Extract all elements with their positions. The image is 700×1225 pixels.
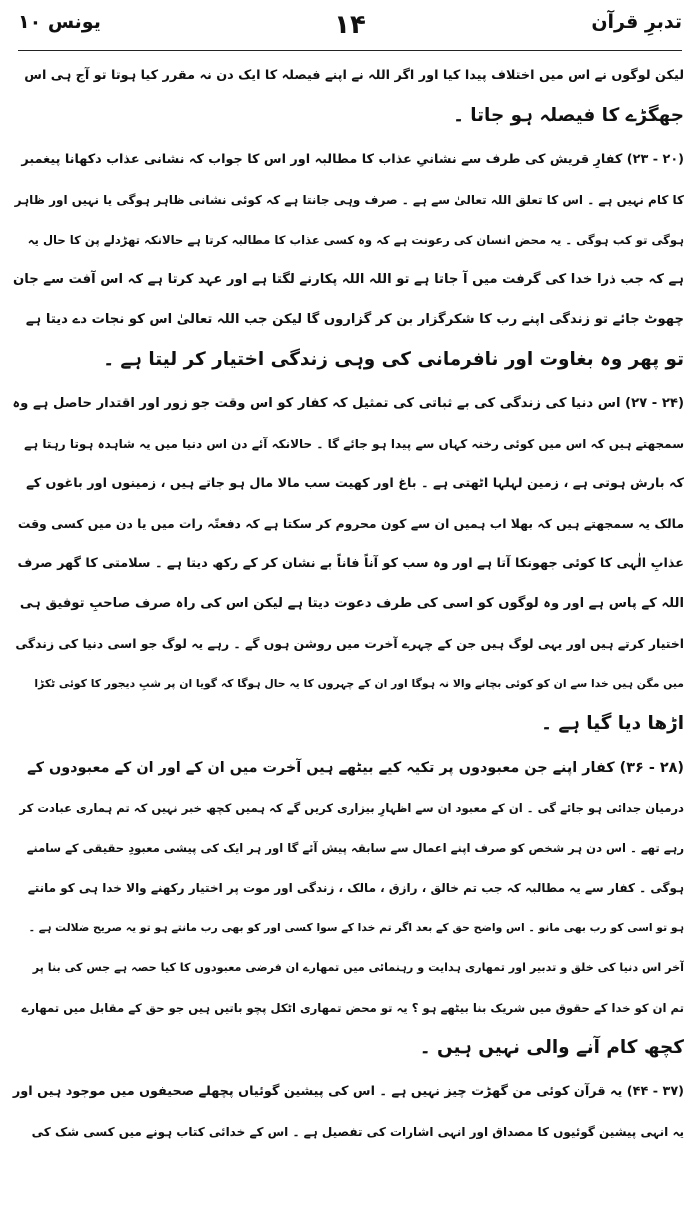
text-line: یہ انہی پیشین گوئیوں کا مصداق اور انہی اشارات کی تفصیل ہے ۔ اس کے خدائی کتاب ہونے میں کسی شک کی	[31, 1125, 684, 1139]
text-line: ہے کہ جب ذرا خدا کی گرفت میں آ جاتا ہے تو اللہ اللہ پکارنے لگتا ہے اور عہد کرتا ہے کہ اس آفت سے جان	[12, 272, 684, 287]
text-line: (۲۸ - ۳۶) کفار اپنے جن معبودوں پر تکیہ کیے بیٹھے ہیں آخرت میں ان کے اور ان کے معبودوں کے	[27, 760, 684, 776]
text-line: کا کام نہیں ہے ۔ اس کا تعلق اللہ تعالیٰ سے ہے ۔ صرف وہی جانتا ہے کہ کوئی نشانی ظاہر ہوگی یا نہیں اور ظاہر	[14, 193, 684, 207]
paragraph	[12, 56, 684, 136]
text-line: تم ان کو خدا کے حقوق میں شریک بنا بیٹھے ہو ؟ یہ تو محض تمھاری اٹکل پچو باتیں ہیں جو حق کے مقابل میں تمھارے	[21, 1001, 684, 1015]
paragraph	[12, 1072, 684, 1152]
text-line: مالک یہ سمجھتے ہیں کہ بھلا اب ہمیں ان سے کون محروم کر سکتا ہے کہ دفعتًہ رات میں یا دن میں کسی وقت	[17, 516, 684, 531]
text-line: آخر اس دنیا کی خلق و تدبیر اور تمھاری ہدایت و رہنمائی میں تمھارے ان فرضی معبودوں کا کیا حصہ ہے جس کی بنا پر	[32, 961, 684, 974]
text-line: اختیار کرتے ہیں اور یہی لوگ ہیں جن کے چہرے آخرت میں روشن ہوں گے ۔ رہے یہ لوگ جو اسی دنیا کی زندگی	[15, 636, 684, 651]
page-body	[12, 56, 684, 1156]
text-line: کچھ کام آنے والی نہیں ہیں ۔	[419, 1037, 684, 1058]
text-line: کہ بارش ہوتی ہے ، زمین لہلہا اٹھتی ہے ۔ باغ اور کھیت سب مالا مال ہو جاتے ہیں ، زمینوں اور باغوں کے	[26, 476, 684, 491]
text-line: لیکن لوگوں نے اس میں اختلاف پیدا کیا اور اگر اللہ نے اپنے فیصلہ کا ایک دن نہ مقرر کیا ہوتا تو آج ہی اس	[24, 68, 684, 83]
text-line: ہوگی ۔ کفار سے یہ مطالبہ کہ جب تم خالق ، رازق ، مالک ، زندگی اور موت پر اختیار رکھنے والا خدا ہی کو مانتے	[27, 881, 684, 895]
paragraph	[12, 748, 684, 1068]
paragraph	[12, 140, 684, 380]
text-line: رہے تھے ۔ اس دن ہر شخص کو صرف اپنے اعمال سے سابقہ پیش آئے گا اور ہر ایک کی پیشی معبودِ حقیقی کے سامنے	[26, 841, 684, 855]
page-header	[18, 10, 682, 51]
text-line: ہو تو اسی کو رب بھی مانو ۔ اس واضح حق کے بعد اگر تم خدا کے سوا کسی اور کو بھی رب مانتے ہو تو یہ صریح ضلالت ہے ۔	[28, 921, 684, 934]
text-line: ہوگی تو کب ہوگی ۔ یہ محض انسان کی رعونت ہے کہ وہ کسی عذاب کا مطالبہ کرتا ہے حالانکہ تھڑدلے پن کا حال یہ	[27, 233, 684, 247]
paragraph	[12, 384, 684, 744]
text-line: چھوٹ جائے تو زندگی اپنے رب کا شکرگزار بن کر گزاروں گا لیکن جب اللہ تعالیٰ اس کو نجات دے دیتا ہے	[25, 312, 684, 327]
text-line: تو پھر وہ بغاوت اور نافرمانی کی وہی زندگی اختیار کر لیتا ہے ۔	[103, 349, 684, 370]
text-line: (۳۷ - ۴۴) یہ قرآن کوئی من گھڑت چیز نہیں ہے ۔ اس کی پیشین گوئیاں پچھلے صحیفوں میں موجود ہیں اور	[12, 1084, 684, 1099]
surah-label: یونس ۱۰	[18, 11, 101, 33]
text-line: میں مگن ہیں خدا سے ان کو کوئی بچانے والا نہ ہوگا اور ان کے چہروں کا یہ حال ہوگا کہ گویا ان پر شبِ دیجور کا کوئی ٹکڑا	[34, 677, 684, 690]
book-title: تدبرِ قرآن	[591, 11, 682, 33]
text-line: اڑھا دیا گیا ہے ۔	[541, 713, 684, 734]
text-line: (۲۰ - ۲۳) کفارِ قریش کی طرف سے نشانیِ عذاب کا مطالبہ اور اس کا جواب کہ نشانی عذاب دکھانا پیغمبر	[21, 152, 684, 167]
text-line: عذابِ الٰہی کا کوئی جھونکا آتا ہے اور وہ سب کو آناً فاناً بے نشان کر کے رکھ دیتا ہے ۔ سلامتی کا گھر صرف	[17, 556, 684, 571]
text-line: اللہ کے پاس ہے اور وہ لوگوں کو اسی کی طرف دعوت دیتا ہے لیکن اس کی راہ صرف صاحبِ توفیق ہی	[19, 596, 684, 611]
page-number: ۱۴	[334, 10, 366, 40]
text-line: سمجھتے ہیں کہ اس میں کوئی رخنہ کہاں سے پیدا ہو جائے گا ۔ حالانکہ آئے دن اس دنیا میں یہ شاہدہ ہوتا رہتا ہے	[24, 437, 684, 451]
text-line: جھگڑے کا فیصلہ ہو جاتا ۔	[453, 105, 684, 126]
text-line: درمیان جدائی ہو جائے گی ۔ ان کے معبود ان سے اظہارِ بیزاری کریں گے کہ ہمیں کچھ خبر نہیں کہ تم ہماری عبادت کر	[19, 801, 684, 815]
text-line: (۲۴ - ۲۷) اس دنیا کی زندگی کی بے ثباتی کی تمثیل کہ کفار کو اس وقت جو زور اور اقتدار حاصل ہے وہ	[12, 396, 684, 411]
